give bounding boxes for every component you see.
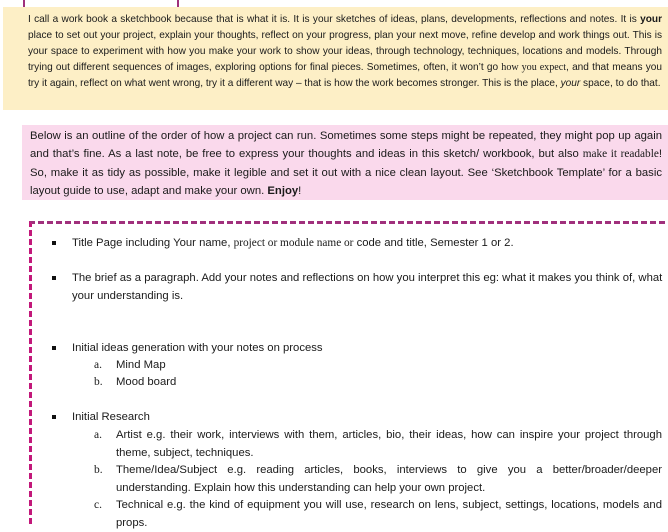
intro-text-4: space, to do that.: [580, 78, 661, 89]
outline-text-2: ! So, make it as tidy as possible, make it legible and set it out with a nice clean layout. See ‘Sketchbook Template’ for a basic layout guide to use, adapt and make your own.: [30, 148, 662, 197]
sub-item-letter: a.: [94, 429, 102, 441]
outline-text-serif: make it readable: [582, 148, 659, 161]
intro-emphasis-your: your: [640, 14, 662, 25]
outline-text-1: Below is an outline of the order of how a project can run. Sometimes some steps might be repeated, they might pop up again and that’s fine. As a last note, be free to express your thoughts and ideas in this sketch/ workbook, but also: [30, 130, 662, 161]
sub-item-text: Theme/Idea/Subject e.g. reading articles, books, interviews to give you a better/broader/deeper understanding. Explain how this understanding can help your own project.: [116, 464, 662, 494]
square-bullet-icon: [52, 346, 56, 350]
square-bullet-icon: [52, 276, 56, 280]
intro-text-2: place to set out your project, explain your thoughts, reflect on your progress, plan your next move, refine develop and work things out. This is your space to experiment with how you make your work to show your ideas, through technology, techniques, locations and models. Through trying out different sequences of images, exploring options for final pieces. Sometimes, often, it won’t go: [28, 30, 662, 73]
intro-text-1: I call a work book a sketchbook because that is what it is. It is your sketches of ideas, plans, developments, reflections and notes. It is: [28, 14, 641, 25]
title-page-text-serif: project or module name or: [233, 237, 354, 249]
outline-paragraph: [30, 127, 662, 200]
sub-item-text: Technical e.g. the kind of equipment you will use, research on lens, subject, settings, locations, models and props.: [116, 499, 662, 529]
sub-item-letter: a.: [94, 359, 102, 371]
title-page-text-1: Title Page including Your name,: [72, 237, 234, 249]
intro-text-3: , and that means you try it again, reflect on what went wrong, try it a different way – that is how the work becomes stronger. This is the place,: [28, 62, 662, 89]
sub-item-letter: b.: [94, 464, 103, 476]
sub-item-text: Mind Map: [116, 359, 166, 371]
sub-item-text: Artist e.g. their work, interviews with them, articles, bio, their ideas, how can inspire your project through theme, subject, techniques.: [116, 429, 662, 459]
sub-item-letter: b.: [94, 376, 103, 388]
outline-enjoy: Enjoy: [267, 184, 299, 197]
intro-italic-your: your: [560, 78, 581, 89]
sub-item-text: Mood board: [116, 376, 177, 388]
sub-item-letter: c.: [94, 499, 102, 511]
square-bullet-icon: [52, 241, 56, 245]
title-page-text-2: code and title, Semester 1 or 2.: [353, 237, 514, 249]
list-item-text: [72, 234, 664, 252]
list-item-text: Initial ideas generation with your notes on process: [72, 342, 323, 354]
list-item-text: The brief as a paragraph. Add your notes and reflections on how you interpret this eg: what it makes you think of, what your understanding is.: [72, 272, 663, 302]
intro-paragraph: [28, 12, 662, 92]
intro-text-serif: how you expect: [501, 62, 567, 73]
list-item-text: Initial Research: [72, 411, 150, 423]
square-bullet-icon: [52, 415, 56, 419]
outline-text-3: !: [298, 184, 302, 197]
